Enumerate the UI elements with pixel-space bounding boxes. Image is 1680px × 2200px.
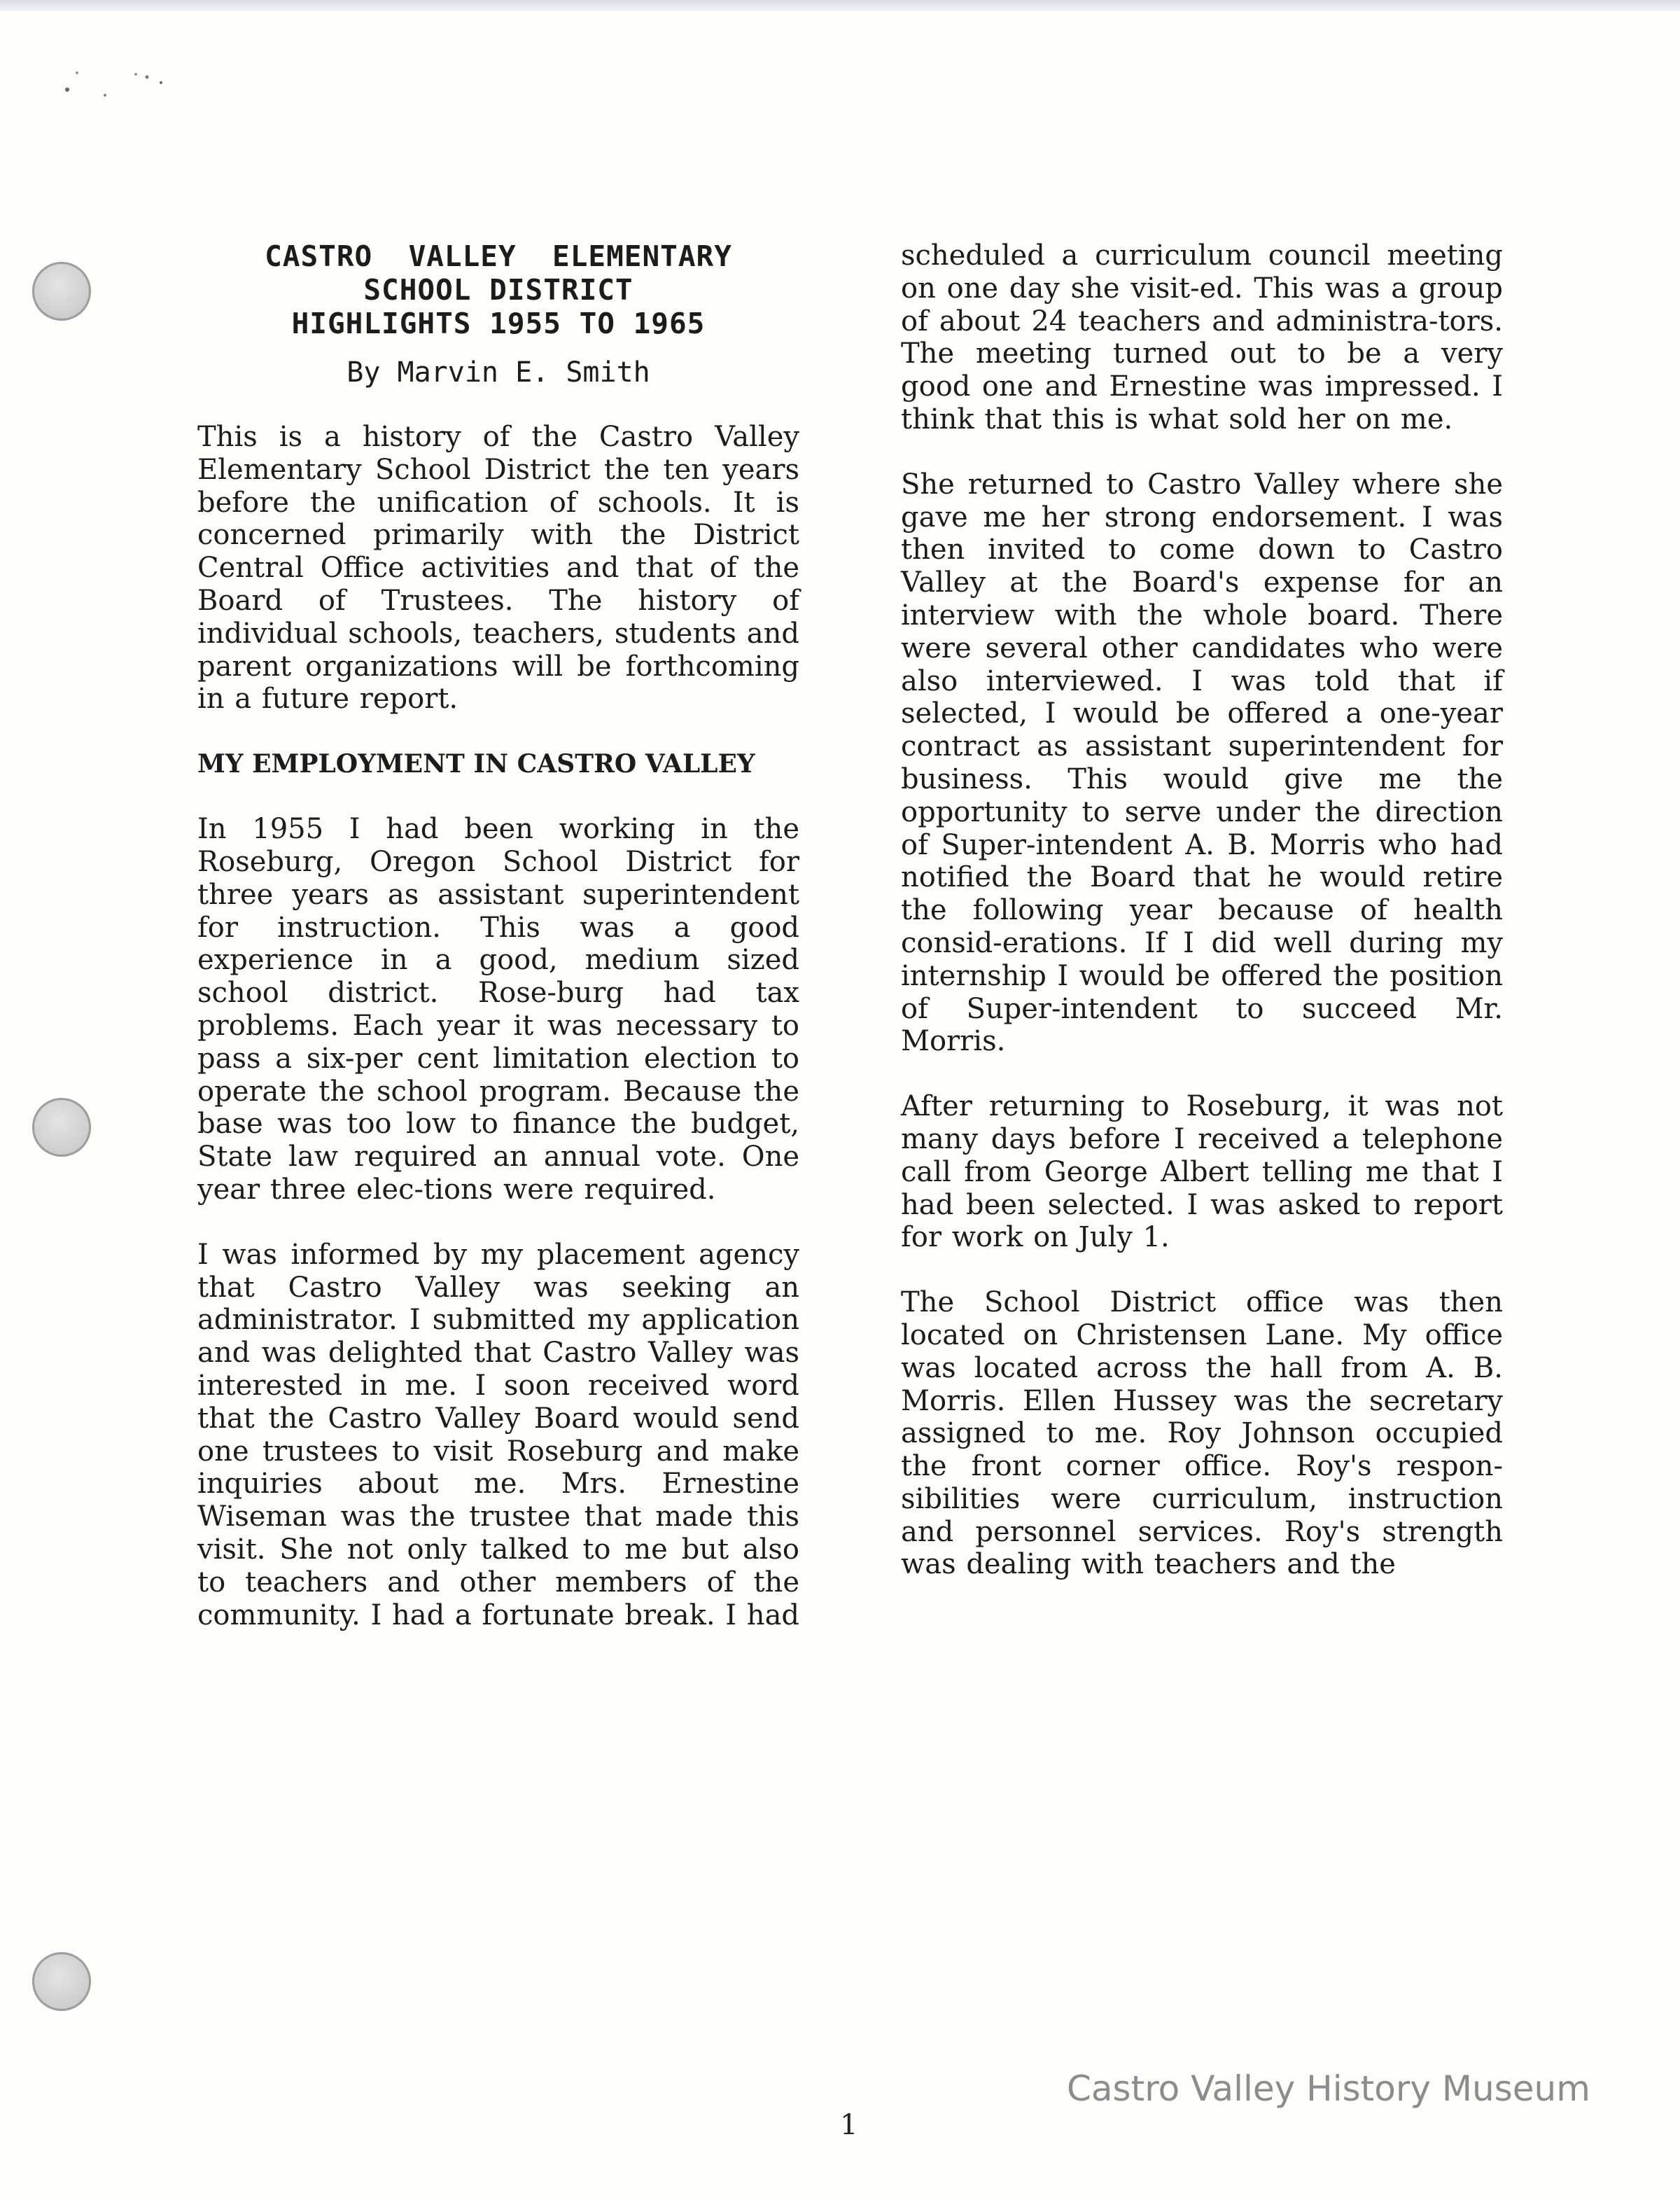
article-title-line: HIGHLIGHTS 1955 TO 1965 [291, 307, 706, 340]
left-column [197, 239, 799, 1664]
right-column [901, 239, 1503, 1613]
body-paragraph: In 1955 I had been working in the Roseburg, Oregon School District for three years as assistant superintendent for instruction. This was a good experience in a good, medium sized school district. Rose-burg had tax problems. Each year it was necessary to pass a six-per cent limitation election to operate the school program. Because the base was too low to finance the budget, State law required an annual vote. One year three elec-tions were required. [197, 813, 799, 1206]
dust-specks [63, 66, 189, 101]
museum-watermark: Castro Valley History Museum [1067, 2068, 1590, 2109]
punch-hole-middle [32, 1098, 91, 1157]
article-title [197, 239, 799, 340]
body-paragraph: I was informed by my placement agency that Castro Valley was seeking an administrator. I submitted my application and was delighted that Castro Valley was interested in me. I soon received word that the Castro Valley Board would send one trustees to visit Roseburg and make inquiries about me. Mrs. Ernestine Wiseman was the trustee that made this visit. She not only talked to me but also to teachers and other members of the community. I had a fortunate break. I had [197, 1238, 800, 1631]
scan-top-edge [0, 0, 1680, 11]
punch-hole-bottom [32, 1952, 91, 2011]
article-title-line: SCHOOL DISTRICT [363, 273, 634, 307]
body-paragraph: She returned to Castro Valley where she gave me her strong endorsement. I was then invited to come down to Castro Valley at the Board's expense for an interview with the whole board. There were several other candidates who were also interviewed. I was told that if selected, I would be offered a one-year contract as assistant superintendent for business. This would give me the opportunity to serve under the direction of Super-intendent A. B. Morris who had notified the Board that he would retire the following year because of health consid-erations. If I did well during my internship I would be offered the position of Super-intendent to succeed Mr. Morris. [901, 468, 1503, 1058]
intro-paragraph: This is a history of the Castro Valley Elementary School District the ten years before the unification of schools. It is concerned primarily with the District Central Office activities and that of the Board of Trustees. The history of individual schools, teachers, students and parent organizations will be forthcoming in a future report. [197, 421, 799, 716]
body-paragraph: After returning to Roseburg, it was not many days before I received a telephone call from George Albert telling me that I had been selected. I was asked to report for work on July 1. [901, 1090, 1503, 1254]
punch-hole-top [32, 262, 91, 321]
byline: By Marvin E. Smith [346, 356, 650, 389]
article-title-line: CASTRO VALLEY ELEMENTARY [265, 239, 732, 273]
body-paragraph: The School District office was then located on Christensen Lane. My office was located across the hall from A. B. Morris. Ellen Hussey was the secretary assigned to me. Roy Johnson occupied the front corner office. Roy's respon-sibilities were curriculum, instruction and personnel services. Roy's strength was dealing with teachers and the [901, 1286, 1503, 1581]
section-heading: MY EMPLOYMENT IN CASTRO VALLEY [197, 749, 755, 779]
body-paragraph: scheduled a curriculum council meeting on one day she visit-ed. This was a group of about 24 teachers and administra-tors. The meeting turned out to be a very good one and Ernestine was impressed. I think that this is what sold her on me. [901, 239, 1503, 436]
page-number: 1 [840, 2109, 858, 2141]
